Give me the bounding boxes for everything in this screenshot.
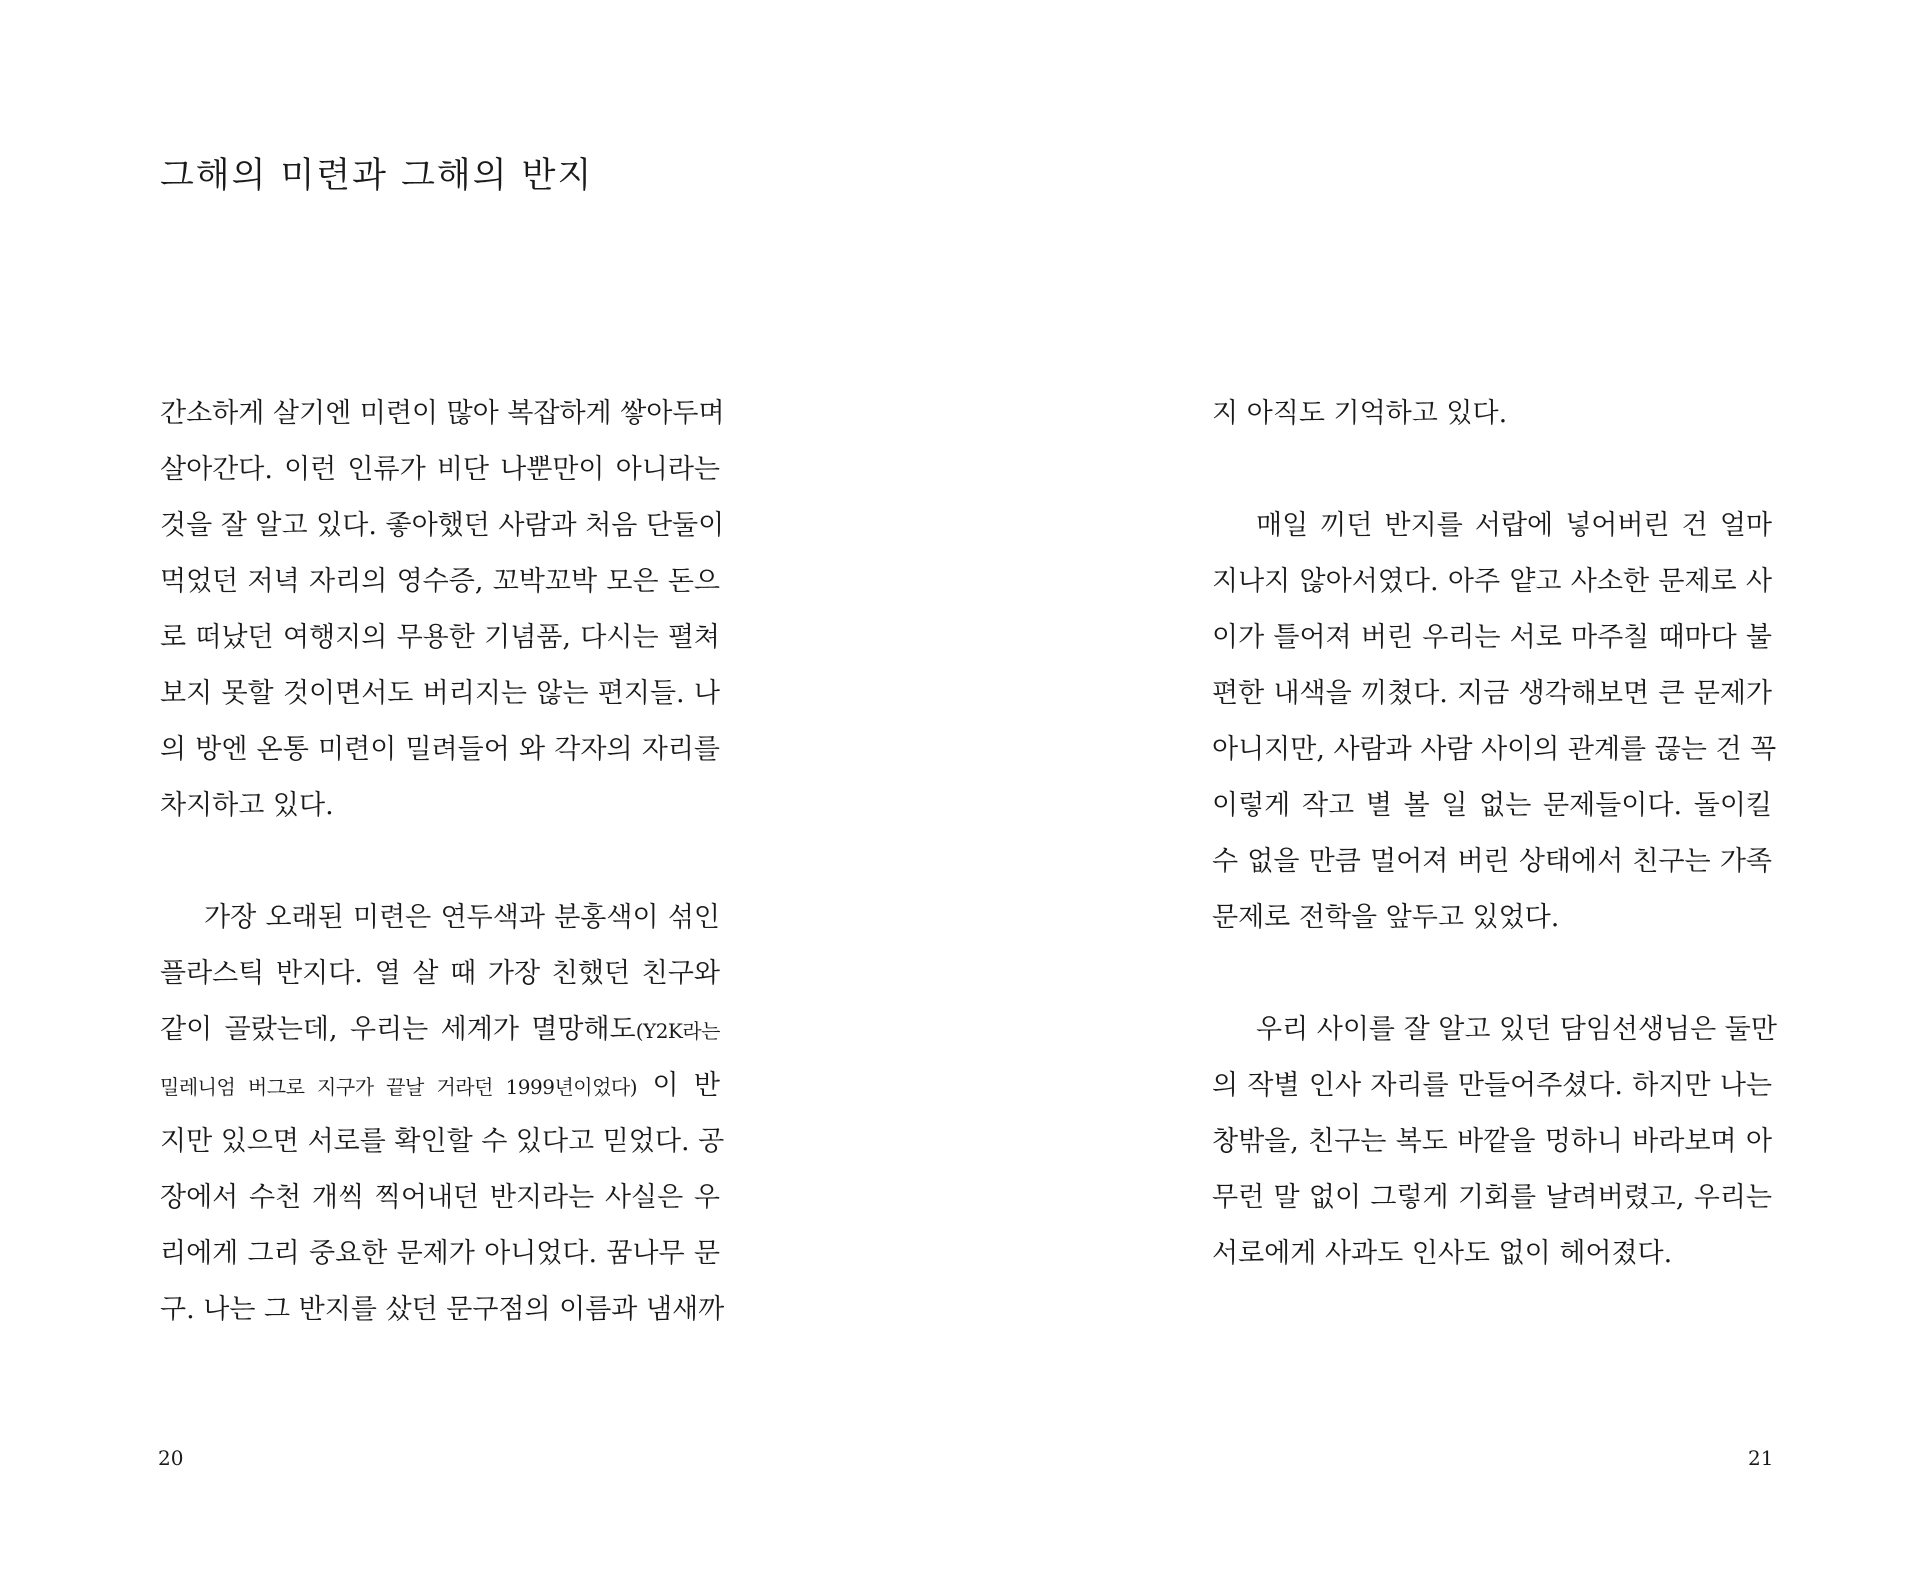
text-line-with-note [160,1002,720,1058]
text-line: 리에게 그리 중요한 문제가 아니었다. 꿈나무 문 [160,1238,720,1269]
text-line: 지만 있으면 서로를 확인할 수 있다고 믿었다. 공 [160,1126,725,1157]
page-number: 21 [1748,1446,1774,1470]
paragraph-gap [1212,946,1772,1002]
text-line: 플라스틱 반지다. 열 살 때 가장 친했던 친구와 [160,958,720,989]
text-line: 우리 사이를 잘 알고 있던 담임선생님은 둘만 [1256,1014,1777,1045]
text-line: 의 작별 인사 자리를 만들어주셨다. 하지만 나는 [1212,1070,1772,1101]
text-line-with-note [160,1058,720,1114]
text-line: 이가 틀어져 버린 우리는 서로 마주칠 때마다 불 [1212,622,1772,653]
text-line: 이렇게 작고 별 볼 일 없는 문제들이다. 돌이킬 [1212,790,1772,821]
text-line: 수 없을 만큼 멀어져 버린 상태에서 친구는 가족 [1212,846,1772,877]
text-line: 편한 내색을 끼쳤다. 지금 생각해보면 큰 문제가 [1212,678,1772,709]
text-line: 의 방엔 온통 미련이 밀려들어 와 각자의 자리를 [160,734,720,765]
paragraph-gap [160,834,720,890]
text-line: 보지 못할 것이면서도 버리지는 않는 편지들. 나 [160,678,720,709]
text-line-main: 이 반 [637,1070,720,1101]
text-line: 로 떠났던 여행지의 무용한 기념품, 다시는 펼쳐 [160,622,720,653]
text-line: 살아간다. 이런 인류가 비단 나뿐만이 아니라는 [160,454,720,485]
paragraph-gap [1212,442,1772,498]
text-line: 먹었던 저녁 자리의 영수증, 꼬박꼬박 모은 돈으 [160,566,720,597]
text-line-main: 같이 골랐는데, 우리는 세계가 멸망해도 [160,1014,636,1045]
footnote-inline: (Y2K라는 [635,1019,720,1043]
page-number: 20 [158,1446,184,1470]
text-line: 창밖을, 친구는 복도 바깥을 멍하니 바라보며 아 [1212,1126,1772,1157]
right-body-text [1212,386,1777,1282]
text-line: 장에서 수천 개씩 찍어내던 반지라는 사실은 우 [160,1182,720,1213]
footnote-inline: 밀레니엄 버그로 지구가 끝날 거라던 1999년이었다) [160,1075,638,1099]
left-body-text [160,386,725,1338]
text-line: 서로에게 사과도 인사도 없이 헤어졌다. [1212,1238,1673,1269]
text-line: 지나지 않아서였다. 아주 얕고 사소한 문제로 사 [1212,566,1772,597]
text-line: 아니지만, 사람과 사람 사이의 관계를 끊는 건 꼭 [1212,734,1777,765]
text-line: 간소하게 살기엔 미련이 많아 복잡하게 쌓아두며 [160,398,725,429]
text-line: 매일 끼던 반지를 서랍에 넣어버린 건 얼마 [1256,510,1772,541]
text-line: 차지하고 있다. [160,790,334,821]
text-line: 가장 오래된 미련은 연두색과 분홍색이 섞인 [204,902,720,933]
chapter-title: 그해의 미련과 그해의 반지 [160,156,594,196]
right-page [960,0,1920,1571]
text-line: 무런 말 없이 그렇게 기회를 날려버렸고, 우리는 [1212,1182,1772,1213]
text-line: 문제로 전학을 앞두고 있었다. [1212,902,1560,933]
text-line: 것을 잘 알고 있다. 좋아했던 사람과 처음 단둘이 [160,510,725,541]
text-line: 지 아직도 기억하고 있다. [1212,398,1508,429]
text-line: 구. 나는 그 반지를 샀던 문구점의 이름과 냄새까 [160,1294,725,1325]
